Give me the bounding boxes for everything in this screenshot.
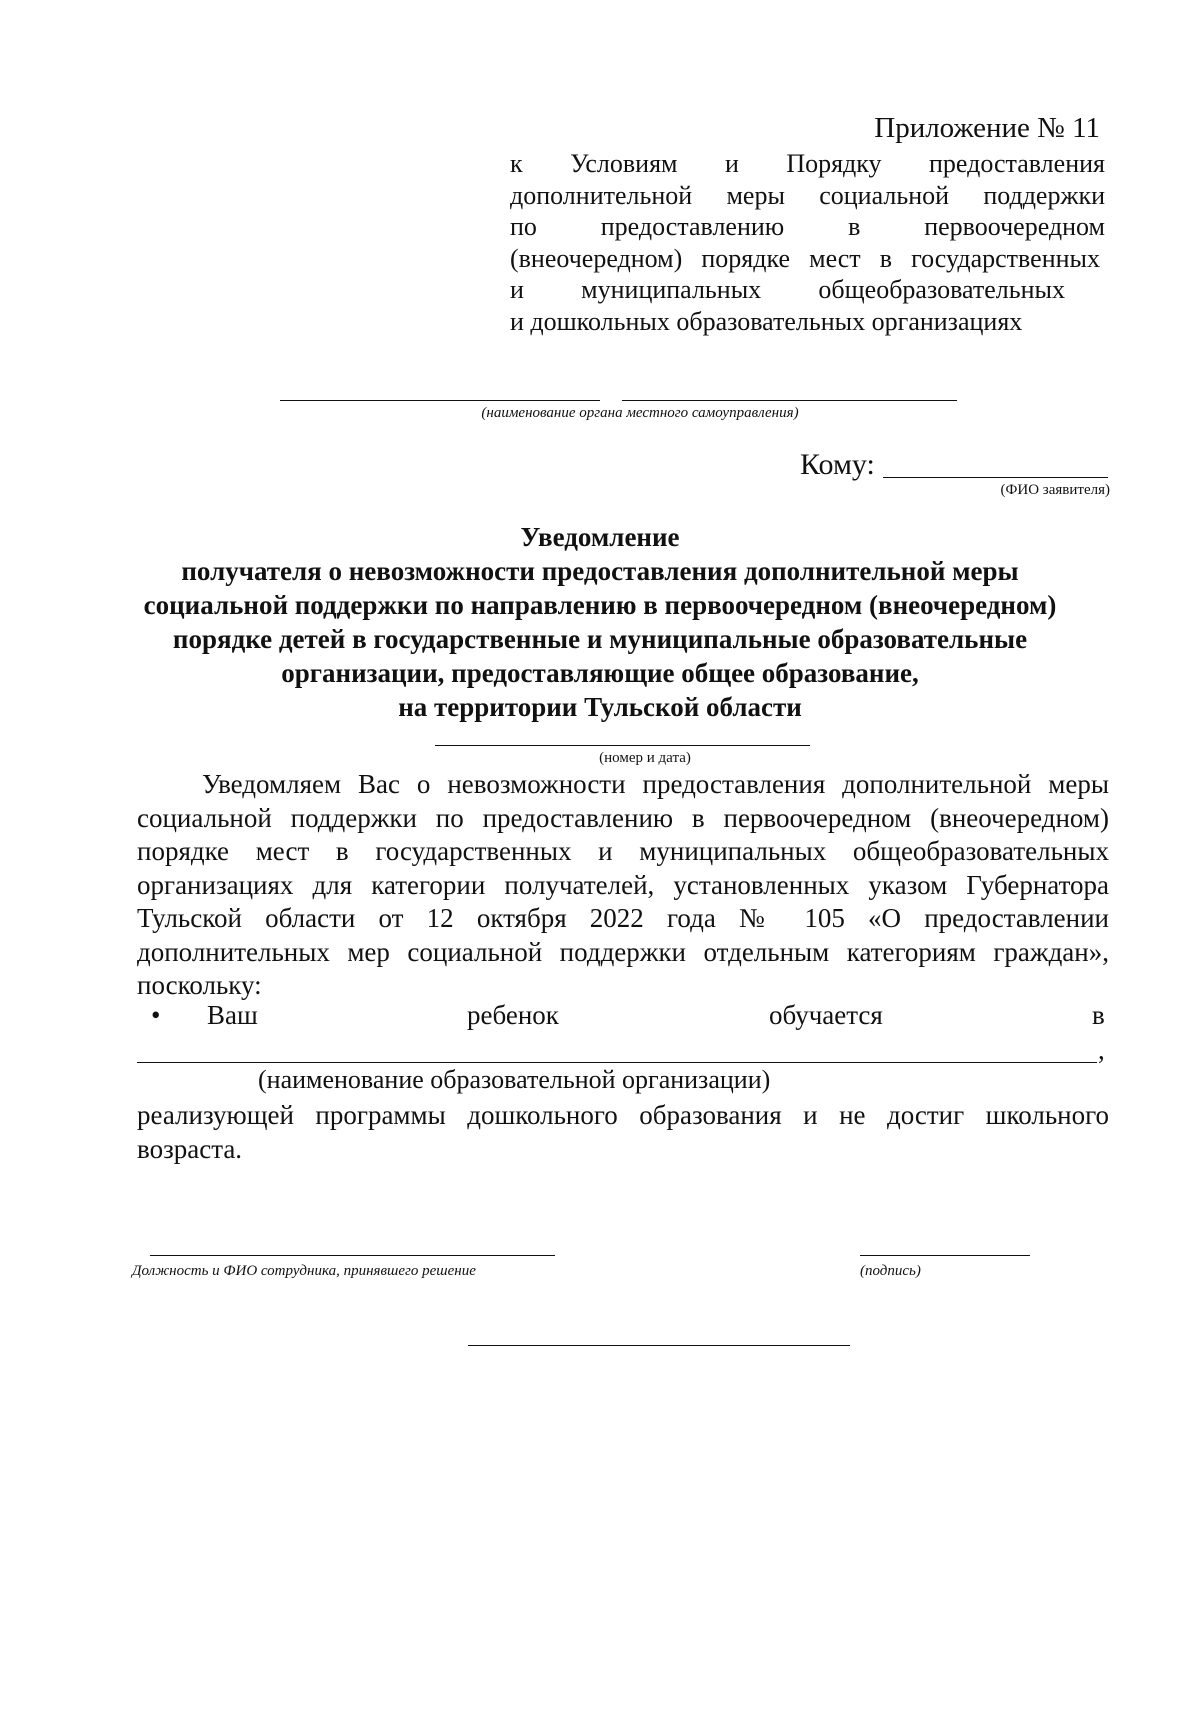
bullet-marker: • — [151, 1000, 161, 1030]
appendix-line: дополнительной меры социальной поддержки — [510, 180, 1105, 210]
notice-heading — [120, 520, 1080, 724]
body-line: организациях для категории получателей, установленных указом Губернатора — [137, 869, 1109, 900]
tail-line: возраста. — [137, 1134, 243, 1164]
heading-line: организации, предоставляющие общее образование, — [281, 658, 919, 688]
tail-line: реализующей программы дошкольного образования и не достиг школьного — [137, 1100, 1109, 1130]
recipient-label: Кому: — [800, 448, 875, 481]
notice-body — [137, 768, 1109, 1003]
bottom-line — [468, 1345, 850, 1346]
bullet-word: обучается — [769, 1000, 883, 1030]
body-line: Тульской области от 12 октября 2022 года № 105 «О предоставлении — [137, 903, 1109, 933]
body-line: социальной поддержки по предоставлению в первоочередном (внеочередном) — [137, 802, 1109, 833]
recipient-line — [883, 477, 1108, 478]
bullet-word: Ваш — [207, 1000, 258, 1030]
organization-caption: (наименование образовательной организации) — [258, 1065, 771, 1094]
signature-line — [860, 1255, 1030, 1256]
body-line: дополнительных мер социальной поддержки отдельным категориям граждан», — [137, 936, 1109, 967]
appendix-reference — [510, 148, 1105, 337]
appendix-line: и дошкольных образовательных организациях — [510, 306, 1023, 336]
organization-line — [137, 1062, 1097, 1063]
appendix-line: по предоставлению в первоочередном — [510, 212, 1105, 241]
body-line: поскольку: — [137, 970, 262, 1000]
heading-line: получателя о невозможности предоставления дополнительной меры — [181, 556, 1019, 586]
bullet-word: в — [1092, 1000, 1105, 1030]
bullet-word: ребенок — [467, 1000, 559, 1030]
body-line: Уведомляем Вас о невозможности предоставления дополнительной меры — [202, 769, 1109, 799]
heading-line: на территории Тульской области — [398, 692, 802, 722]
heading-line: Уведомление — [520, 522, 680, 552]
position-line — [150, 1255, 555, 1256]
appendix-title: Приложение № 11 — [874, 112, 1100, 144]
appendix-line: к Условиям и Порядку предоставления — [510, 149, 1105, 178]
authority-caption: (наименование органа местного самоуправления) — [481, 405, 799, 421]
heading-line: порядке детей в государственные и муниципальные образовательные — [172, 624, 1028, 654]
appendix-line: (внеочередном) порядке мест в государственных — [510, 243, 1100, 273]
position-caption: Должность и ФИО сотрудника, принявшего решение — [132, 1263, 476, 1279]
organization-line-comma: , — [1098, 1035, 1105, 1065]
notice-tail — [137, 1098, 1109, 1166]
bullet-item — [137, 1000, 1109, 1034]
number-date-caption: (номер и дата) — [599, 750, 691, 766]
recipient-caption: (ФИО заявителя) — [1000, 482, 1110, 498]
body-line: порядке мест в государственных и муниципальных общеобразовательных — [137, 836, 1109, 866]
signature-caption: (подпись) — [860, 1263, 921, 1279]
authority-line-right — [622, 400, 957, 401]
heading-line: социальной поддержки по направлению в первоочередном (внеочередном) — [143, 590, 1057, 620]
appendix-line: и муниципальных общеобразовательных — [510, 275, 1065, 304]
authority-line-left — [280, 400, 600, 401]
number-date-line — [435, 745, 810, 746]
